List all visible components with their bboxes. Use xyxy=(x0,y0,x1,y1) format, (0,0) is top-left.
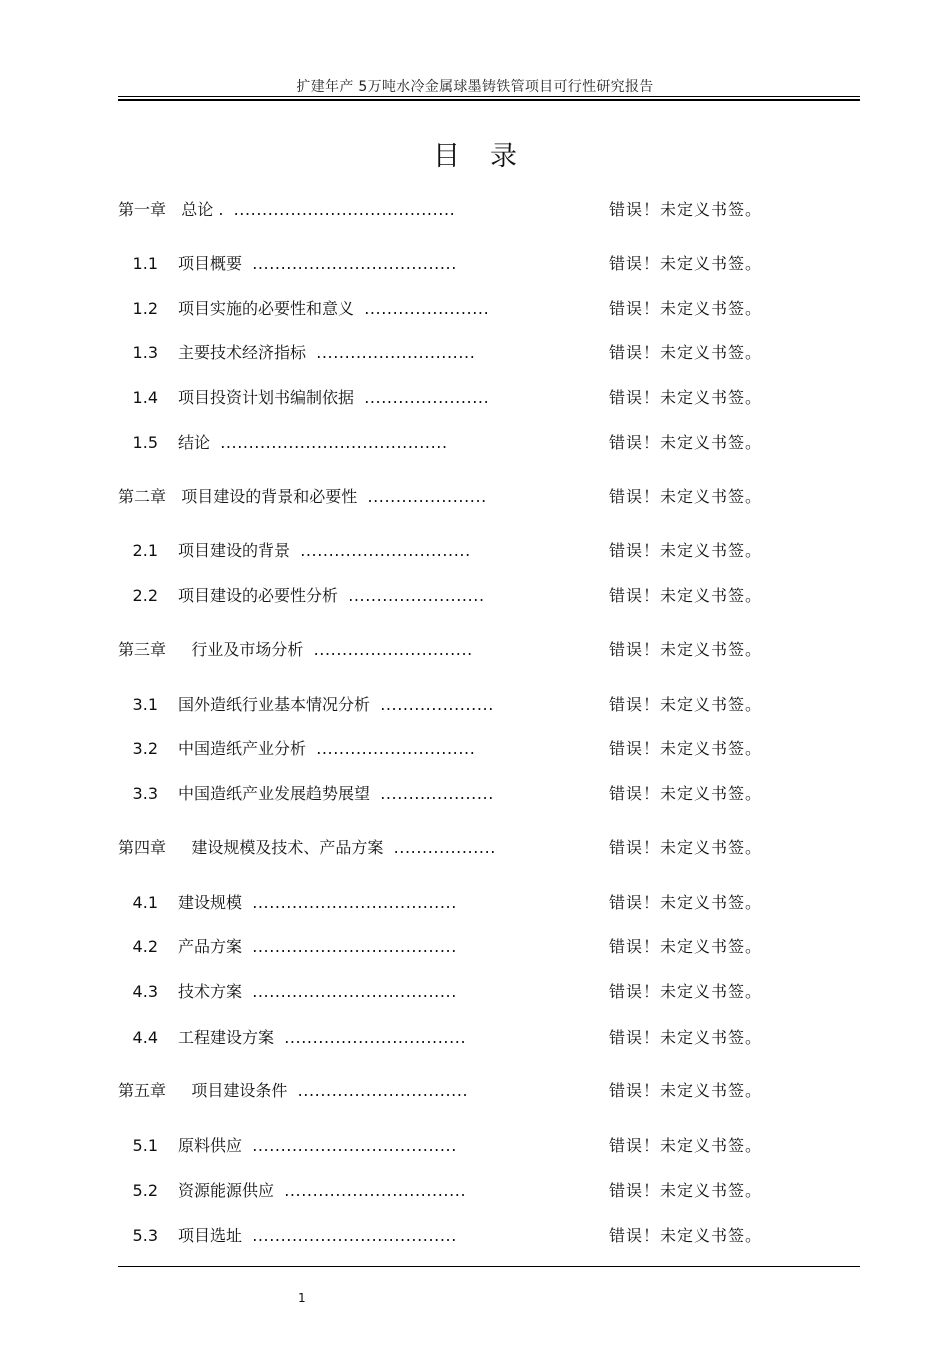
toc-entry[interactable] xyxy=(0,538,950,564)
toc-entry-text: 中国造纸产业发展趋势展望 xyxy=(178,784,371,803)
toc-entry-label xyxy=(178,781,494,807)
toc-entry-page-ref: 错误！未定义书签。 xyxy=(609,1181,763,1200)
toc-entry-page-ref: 错误！未定义书签。 xyxy=(609,784,763,803)
toc-entry-page-ref: 错误！未定义书签。 xyxy=(609,739,763,758)
toc-entry-text: 产品方案 xyxy=(178,937,243,956)
toc-entry-text: 项目实施的必要性和意义 xyxy=(178,299,355,318)
toc-entry-text: 结论 xyxy=(178,433,211,452)
toc-entry-number: 1.2 xyxy=(132,299,158,318)
toc-entry-leader-dots: .................................... xyxy=(252,1226,457,1245)
toc-entry-leader-dots: ............................ xyxy=(316,739,476,758)
toc-entry-page-ref: 错误！未定义书签。 xyxy=(609,254,763,273)
toc-entry-page-ref: 错误！未定义书签。 xyxy=(609,640,763,659)
toc-entry-label xyxy=(178,340,475,366)
toc-entry-label xyxy=(118,484,487,510)
toc-entry[interactable] xyxy=(0,692,950,718)
toc-entry-page-ref: 错误！未定义书签。 xyxy=(609,388,763,407)
toc-entry-text: 项目概要 xyxy=(178,254,243,273)
toc-entry-leader-dots: ...................... xyxy=(364,299,490,318)
toc-entry-number: 4.4 xyxy=(132,1028,158,1047)
toc-entry-text: 主要技术经济指标 xyxy=(178,343,307,362)
toc-entry-page-ref: 错误！未定义书签。 xyxy=(609,541,763,560)
toc-entry-number: 4.3 xyxy=(132,982,158,1001)
toc-entry-leader-dots: .................................... xyxy=(252,893,457,912)
toc-entry-text: 工程建设方案 xyxy=(178,1028,275,1047)
toc-entry-leader-dots: .................... xyxy=(380,784,494,803)
toc-entry-number: 3.2 xyxy=(132,739,158,758)
toc-entry-label xyxy=(178,430,448,456)
toc-entry-number: 5.1 xyxy=(132,1136,158,1155)
toc-title: 目录 xyxy=(433,141,547,172)
toc-entry-label xyxy=(178,979,457,1005)
toc-entry[interactable] xyxy=(0,340,950,366)
toc-entry-number: 3.3 xyxy=(132,784,158,803)
toc-entry[interactable] xyxy=(0,979,950,1005)
toc-entry[interactable] xyxy=(0,1025,950,1051)
toc-entry-page-ref: 错误！未定义书签。 xyxy=(609,1226,763,1245)
toc-entry-label xyxy=(178,1133,457,1159)
toc-entry-label xyxy=(178,538,471,564)
toc-entry-leader-dots: ...................... xyxy=(364,388,490,407)
toc-entry-leader-dots: ....................................... xyxy=(233,200,456,219)
toc-entry[interactable] xyxy=(0,583,950,609)
toc-entry-label xyxy=(178,385,489,411)
toc-entry-label xyxy=(178,296,489,322)
toc-entry-text: 技术方案 xyxy=(178,982,243,1001)
toc-entry[interactable] xyxy=(0,1223,950,1249)
toc-entry-label xyxy=(178,692,494,718)
toc-entry-number: 2.2 xyxy=(132,586,158,605)
toc-entry[interactable] xyxy=(0,1133,950,1159)
toc-entry[interactable] xyxy=(0,484,950,510)
toc-entry-text: 第五章 项目建设条件 xyxy=(118,1081,288,1100)
toc-entry-number: 1.4 xyxy=(132,388,158,407)
toc-entry-label xyxy=(178,1025,466,1051)
page-number: 1 xyxy=(298,1291,306,1305)
toc-entry[interactable] xyxy=(0,251,950,277)
toc-entry-number: 4.2 xyxy=(132,937,158,956)
toc-entry-leader-dots: .................................... xyxy=(252,254,457,273)
footer-rule xyxy=(118,1266,860,1267)
toc-entry-page-ref: 错误！未定义书签。 xyxy=(609,1136,763,1155)
toc-entry-page-ref: 错误！未定义书签。 xyxy=(609,200,763,219)
toc-entry-label xyxy=(118,637,473,663)
toc-entry-page-ref: 错误！未定义书签。 xyxy=(609,982,763,1001)
toc-entry-number: 1.3 xyxy=(132,343,158,362)
toc-entry-text: 第四章 建设规模及技术、产品方案 xyxy=(118,838,384,857)
toc-entry-label xyxy=(178,251,457,277)
toc-entry-leader-dots: .................. xyxy=(393,838,496,857)
toc-entry-text: 项目建设的必要性分析 xyxy=(178,586,339,605)
header-rule-thick xyxy=(118,99,860,101)
toc-entry-text: 项目投资计划书编制依据 xyxy=(178,388,355,407)
toc-entry-leader-dots: ........................................ xyxy=(220,433,448,452)
toc-entry-leader-dots: .................................... xyxy=(252,1136,457,1155)
toc-entry-page-ref: 错误！未定义书签。 xyxy=(609,343,763,362)
toc-entry[interactable] xyxy=(0,1178,950,1204)
toc-entry-leader-dots: ................................ xyxy=(284,1028,467,1047)
toc-entry[interactable] xyxy=(0,430,950,456)
toc-entry[interactable] xyxy=(0,1078,950,1104)
toc-entry-label xyxy=(178,1223,457,1249)
toc-entry-leader-dots: .................... xyxy=(380,695,494,714)
toc-entry-number: 3.1 xyxy=(132,695,158,714)
toc-entry[interactable] xyxy=(0,385,950,411)
toc-entry-number: 1.5 xyxy=(132,433,158,452)
toc-entry-leader-dots: .................................... xyxy=(252,937,457,956)
header-rule-thin xyxy=(118,96,860,97)
toc-entry-page-ref: 错误！未定义书签。 xyxy=(609,838,763,857)
toc-entry-leader-dots: ..................... xyxy=(367,487,487,506)
toc-entry-page-ref: 错误！未定义书签。 xyxy=(609,1028,763,1047)
toc-entry-leader-dots: .................................... xyxy=(252,982,457,1001)
toc-entry-text: 国外造纸行业基本情况分析 xyxy=(178,695,371,714)
toc-entry[interactable] xyxy=(0,736,950,762)
toc-entry-page-ref: 错误！未定义书签。 xyxy=(609,893,763,912)
toc-entry[interactable] xyxy=(0,637,950,663)
toc-entry[interactable] xyxy=(0,296,950,322)
toc-entry-text: 第一章 总论 . xyxy=(118,200,224,219)
toc-entry-label xyxy=(118,835,496,861)
toc-entry-page-ref: 错误！未定义书签。 xyxy=(609,695,763,714)
toc-entry-text: 项目建设的背景 xyxy=(178,541,291,560)
toc-entry-leader-dots: ................................ xyxy=(284,1181,467,1200)
toc-entry[interactable] xyxy=(0,197,950,223)
toc-entry-page-ref: 错误！未定义书签。 xyxy=(609,299,763,318)
toc-entry-label xyxy=(118,197,455,223)
toc-entry-number: 1.1 xyxy=(132,254,158,273)
toc-entry-number: 4.1 xyxy=(132,893,158,912)
toc-entry-page-ref: 错误！未定义书签。 xyxy=(609,586,763,605)
toc-entry-number: 2.1 xyxy=(132,541,158,560)
toc-entry[interactable] xyxy=(0,890,950,916)
toc-entry-leader-dots: ........................ xyxy=(348,586,485,605)
toc-entry-leader-dots: ............................ xyxy=(313,640,473,659)
toc-entry-text: 中国造纸产业分析 xyxy=(178,739,307,758)
toc-entry-page-ref: 错误！未定义书签。 xyxy=(609,487,763,506)
toc-entry-leader-dots: ............................ xyxy=(316,343,476,362)
toc-entry-leader-dots: .............................. xyxy=(297,1081,469,1100)
toc-entry-text: 项目选址 xyxy=(178,1226,243,1245)
toc-entry-number: 5.2 xyxy=(132,1181,158,1200)
toc-entry-text: 资源能源供应 xyxy=(178,1181,275,1200)
toc-entry-page-ref: 错误！未定义书签。 xyxy=(609,433,763,452)
toc-entry-text: 原料供应 xyxy=(178,1136,243,1155)
toc-entry-label xyxy=(178,934,457,960)
toc-entry-label xyxy=(178,890,457,916)
toc-entry-number: 5.3 xyxy=(132,1226,158,1245)
toc-entry-label xyxy=(178,583,485,609)
toc-entry-text: 建设规模 xyxy=(178,893,243,912)
toc-entry-label xyxy=(118,1078,468,1104)
toc-entry-label xyxy=(178,736,475,762)
toc-entry[interactable] xyxy=(0,934,950,960)
toc-entry-label xyxy=(178,1178,466,1204)
toc-entry-leader-dots: .............................. xyxy=(300,541,471,560)
toc-entry-text: 第二章 项目建设的背景和必要性 xyxy=(118,487,358,506)
toc-entry-text: 第三章 行业及市场分析 xyxy=(118,640,304,659)
toc-entry-page-ref: 错误！未定义书签。 xyxy=(609,937,763,956)
toc-entry[interactable] xyxy=(0,835,950,861)
toc-entry[interactable] xyxy=(0,781,950,807)
toc-entry-page-ref: 错误！未定义书签。 xyxy=(609,1081,763,1100)
page-header-title: 扩建年产 5万吨水冷金属球墨铸铁管项目可行性研究报告 xyxy=(296,79,654,95)
